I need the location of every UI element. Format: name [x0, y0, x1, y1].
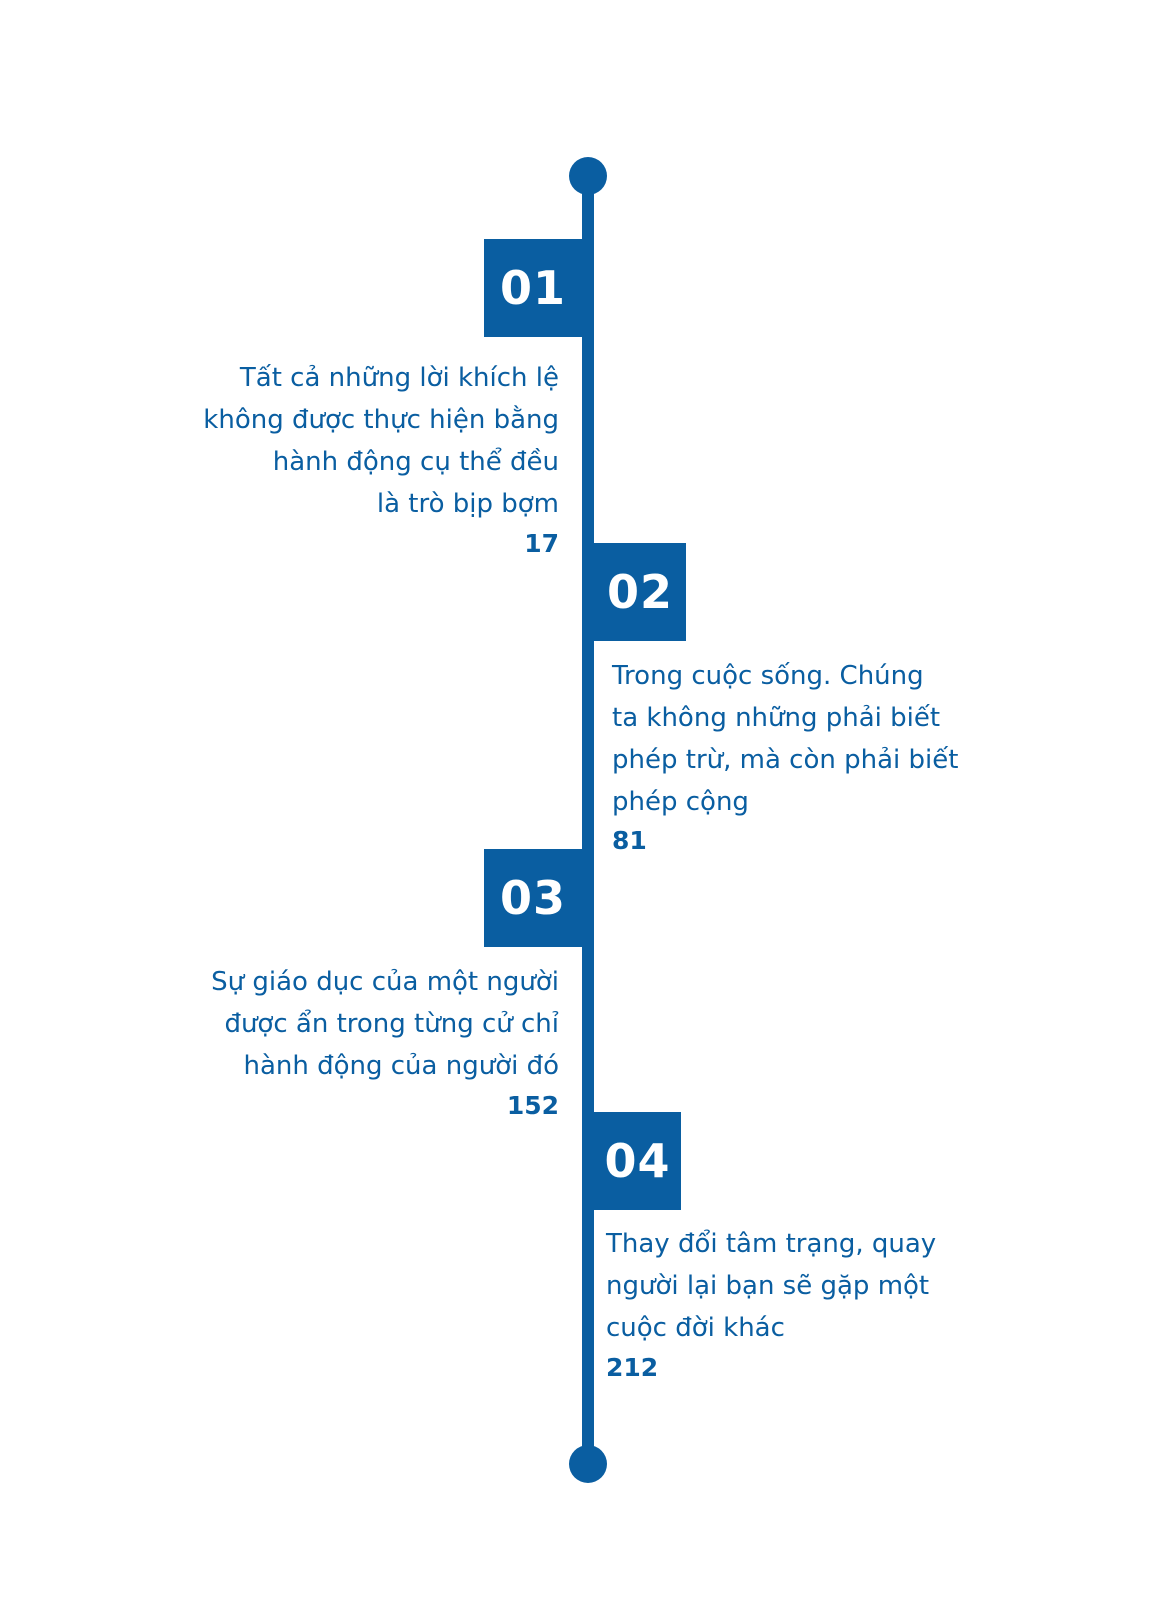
step-quote-01 — [203, 357, 559, 525]
quote-line: người lại bạn sẽ gặp một — [606, 1271, 930, 1301]
step-number-04: 04 — [604, 1134, 671, 1188]
step-page-01: 17 — [524, 529, 559, 558]
quote-line: Tất cả những lời khích lệ — [239, 363, 559, 393]
step-number-02: 02 — [606, 565, 673, 619]
step-number-03: 03 — [499, 871, 566, 925]
quote-line: không được thực hiện bằng — [203, 405, 559, 435]
quote-line: phép cộng — [612, 787, 749, 817]
step-page-02: 81 — [612, 826, 647, 855]
step-page-03: 152 — [506, 1091, 559, 1120]
step-page-04: 212 — [606, 1353, 659, 1382]
step-quote-03 — [211, 961, 559, 1087]
quote-line: được ẩn trong từng cử chỉ — [224, 1009, 559, 1039]
quote-line: hành động cụ thể đều — [272, 447, 559, 477]
quote-line: cuộc đời khác — [606, 1313, 785, 1343]
quote-line: là trò bịp bợm — [376, 489, 559, 519]
step-number-box-03 — [484, 849, 582, 947]
step-quote-04 — [606, 1223, 936, 1349]
quote-line: Thay đổi tâm trạng, quay — [606, 1229, 937, 1259]
step-number-box-04 — [594, 1112, 681, 1210]
timeline-end-dot — [569, 1445, 607, 1483]
step-number-box-01 — [484, 239, 582, 337]
quote-line: Trong cuộc sống. Chúng — [612, 661, 924, 691]
quote-line: ta không những phải biết — [612, 703, 941, 733]
step-number-01: 01 — [499, 261, 566, 315]
timeline-start-dot — [569, 157, 607, 195]
quote-line: hành động của người đó — [243, 1051, 559, 1081]
quote-line: phép trừ, mà còn phải biết — [612, 745, 959, 775]
quote-line: Sự giáo dục của một người — [211, 967, 559, 997]
timeline-axis-line — [582, 176, 594, 1466]
step-quote-02 — [612, 655, 958, 823]
step-number-box-02 — [594, 543, 686, 641]
